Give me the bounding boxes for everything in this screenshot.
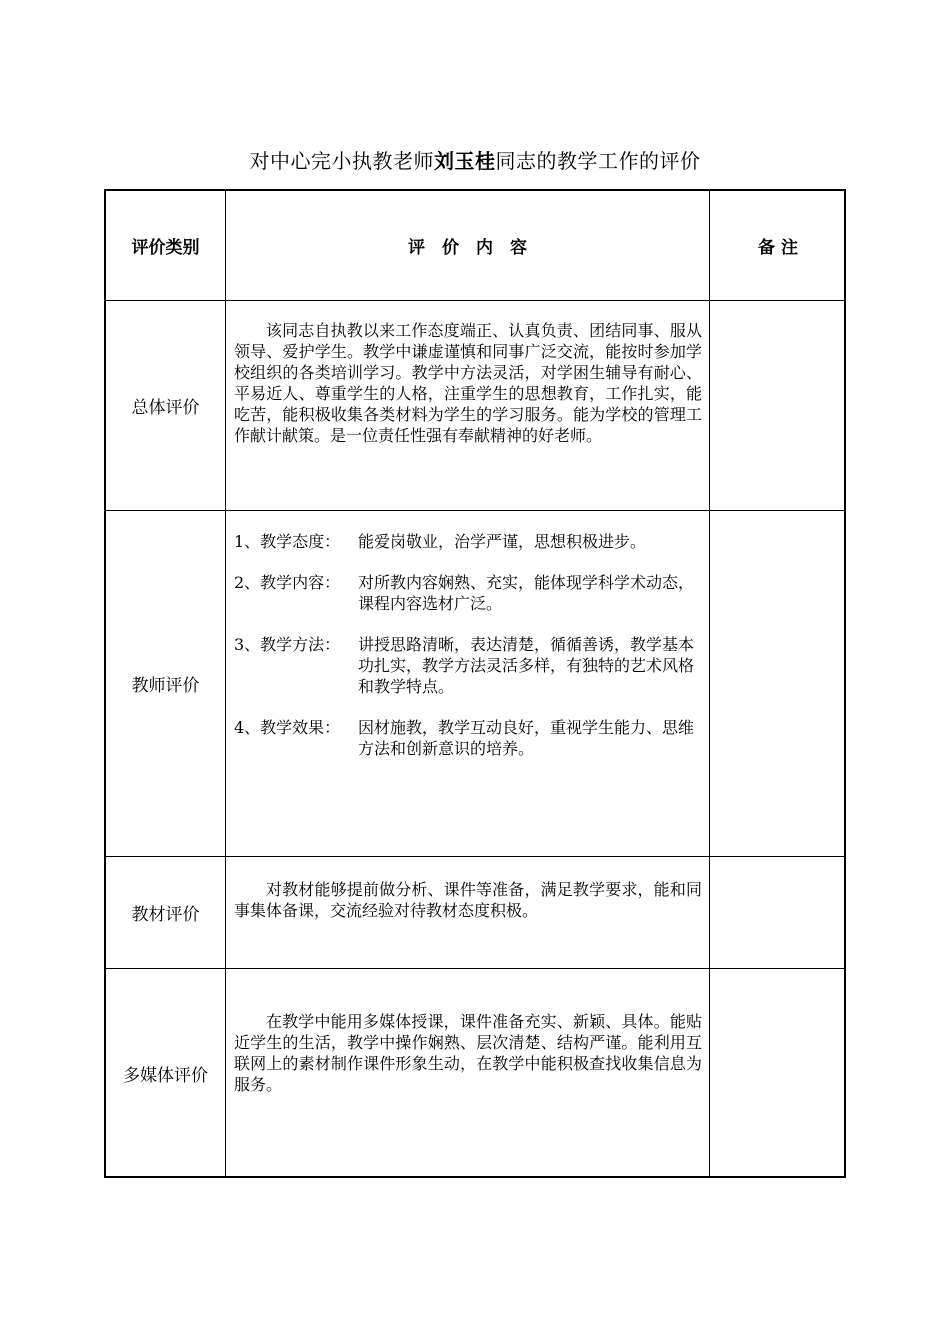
content-multimedia	[234, 1011, 702, 1095]
category-multimedia: 多媒体评价	[123, 1066, 208, 1086]
item-label: 2、教学内容：	[234, 573, 341, 592]
content-overall	[234, 320, 702, 446]
title-suffix: 同志的教学工作的评价	[495, 149, 701, 173]
item-text: 讲授思路清晰，表达清楚，循循善诱，教学基本功扎实，教学方法灵活多样，有独特的艺术风格和教学特点。	[358, 635, 695, 696]
item-text: 因材施教，教学互动良好，重视学生能力、思维方法和创新意识的培养。	[358, 718, 695, 758]
list-item	[234, 531, 702, 552]
item-text: 能爱岗敬业，治学严谨，思想积极进步。	[358, 532, 647, 551]
category-textbook: 教材评价	[131, 905, 200, 925]
content-textbook	[234, 879, 702, 921]
multimedia-text: 在教学中能用多媒体授课，课件准备充实、新颖、具体。能贴近学生的生活，教学中操作娴熟、层次清楚、结构严谨。能利用互联网上的素材制作课件形象生动，在教学中能积极查找收集信息为服务。	[234, 1012, 702, 1094]
list-item	[234, 634, 702, 697]
content-teacher	[234, 531, 702, 779]
teacher-name: 刘玉桂	[434, 149, 496, 173]
category-teacher: 教师评价	[131, 676, 200, 696]
textbook-text: 对教材能够提前做分析、课件等准备，满足教学要求，能和同事集体备课，交流经验对待教材态度积极。	[234, 880, 702, 920]
header-content: 评 价 内 容	[408, 238, 527, 258]
item-label: 1、教学态度：	[234, 532, 341, 551]
page-title	[0, 147, 950, 175]
category-overall: 总体评价	[131, 398, 200, 418]
item-label: 4、教学效果：	[234, 718, 341, 737]
header-remarks: 备 注	[758, 238, 798, 258]
item-text: 对所教内容娴熟、充实，能体现学科学术动态，课程内容选材广泛。	[358, 573, 695, 613]
title-prefix: 对中心完小执教老师	[249, 149, 434, 173]
list-item	[234, 572, 702, 614]
header-category: 评价类别	[131, 238, 200, 258]
overall-text: 该同志自执教以来工作态度端正、认真负责、团结同事、服从领导、爱护学生。教学中谦虚谨慎和同事广泛交流，能按时参加学校组织的各类培训学习。教学中方法灵活，对学困生辅导有耐心、平易近人、尊重学生的人格，注重学生的思想教育，工作扎实，能吃苦，能积极收集各类材料为学生的学习服务。能为学校的管理工作献计献策。是一位责任性强有奉献精神的好老师。	[234, 321, 702, 445]
column-divider	[709, 191, 710, 1176]
evaluation-table	[104, 189, 846, 1178]
list-item	[234, 717, 702, 759]
column-divider	[225, 191, 226, 1176]
item-label: 3、教学方法：	[234, 635, 341, 654]
